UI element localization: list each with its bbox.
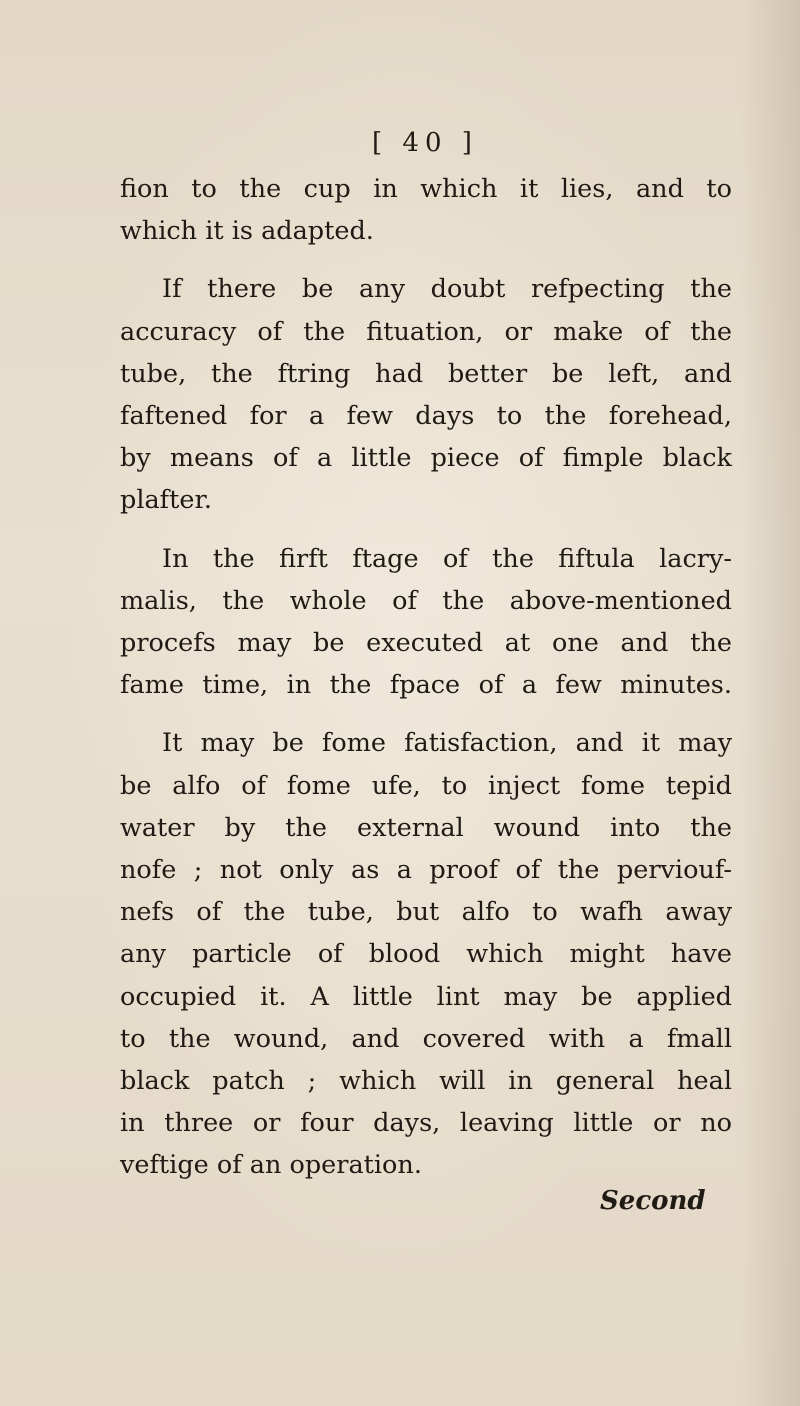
text-line: in three or four days, leaving little or no <box>120 1108 732 1139</box>
text-line: nofe ; not only as a proof of the perviouf- <box>120 855 732 886</box>
text-line: be alfo of fome ufe, to inject fome tepid <box>120 770 732 801</box>
text-line: malis, the whole of the above-mentioned <box>120 585 732 616</box>
text-line: It may be fome fatisfaction, and it may <box>162 728 732 759</box>
text-line: faftened for a few days to the forehead, <box>120 401 732 432</box>
page-edge-shadow <box>740 0 800 1406</box>
paragraph <box>120 722 732 1186</box>
text-line: In the firft ftage of the fiftula lacry- <box>162 543 732 574</box>
text-line: water by the external wound into the <box>120 812 732 843</box>
text-line: any particle of blood which might have <box>120 939 732 970</box>
paragraph <box>120 168 732 252</box>
page-number: [ 40 ] <box>372 128 478 158</box>
text-line: occupied it. A little lint may be applied <box>120 981 732 1012</box>
catchword: Second <box>600 1186 706 1216</box>
body-text <box>120 168 732 1187</box>
text-line: plafter. <box>120 485 212 516</box>
text-line: black patch ; which will in general heal <box>120 1066 732 1097</box>
text-line: accuracy of the fituation, or make of the <box>120 316 732 347</box>
text-line: fame time, in the fpace of a few minutes. <box>120 670 732 701</box>
text-line: by means of a little piece of fimple black <box>120 443 732 474</box>
text-line: veftige of an operation. <box>120 1150 422 1181</box>
text-line: fion to the cup in which it lies, and to <box>120 174 732 204</box>
text-line: nefs of the tube, but alfo to wafh away <box>120 897 732 928</box>
text-line: which it is adapted. <box>120 216 374 247</box>
text-line: to the wound, and covered with a fmall <box>120 1023 732 1054</box>
text-line: tube, the ftring had better be left, and <box>120 358 732 389</box>
text-line: procefs may be executed at one and the <box>120 628 732 659</box>
text-line: If there be any doubt refpecting the <box>162 274 732 305</box>
paragraph <box>120 538 732 707</box>
paragraph <box>120 268 732 521</box>
